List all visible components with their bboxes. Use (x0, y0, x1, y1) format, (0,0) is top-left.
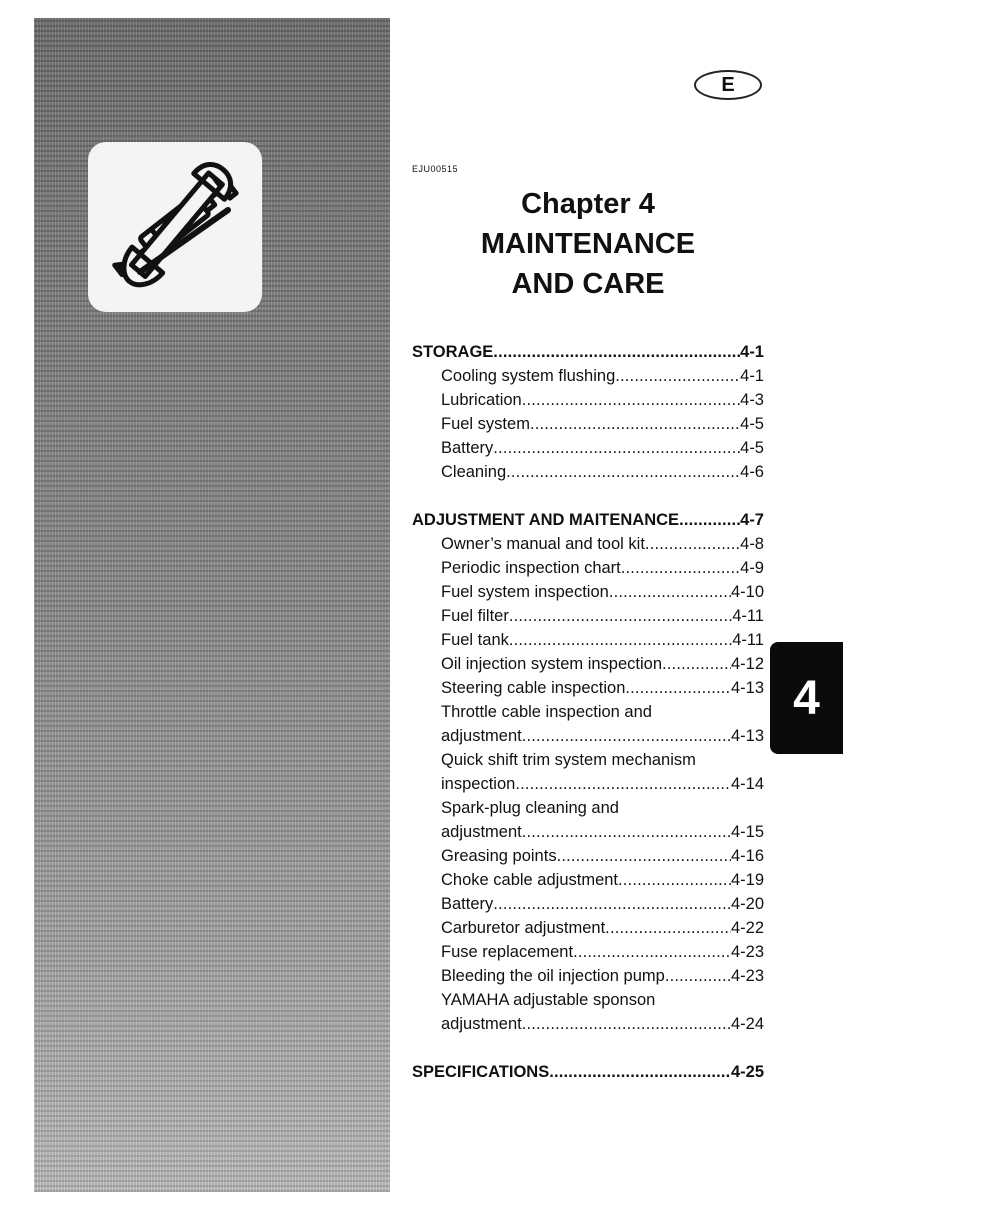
toc-page: 4-8 (740, 535, 764, 553)
document-code: EJU00515 (412, 164, 459, 174)
toc-leader (621, 556, 740, 580)
toc-item[interactable] (412, 388, 764, 412)
toc-leader (522, 1012, 731, 1036)
toc-leader (625, 676, 731, 700)
toc-page: 4-19 (730, 871, 764, 889)
toc-leader (679, 508, 740, 532)
toc-item[interactable] (412, 628, 764, 652)
toc-label: adjustment (441, 823, 522, 841)
toc-page: 4-23 (730, 967, 764, 985)
toc-page: 4-22 (730, 919, 764, 937)
toc-leader (493, 892, 731, 916)
toc-item[interactable] (412, 772, 764, 796)
toc-item[interactable] (412, 820, 764, 844)
toc-label: adjustment (441, 1015, 522, 1033)
toc-leader (493, 340, 740, 364)
toc-label: Cooling system flushing (441, 367, 616, 385)
toc-item[interactable] (412, 412, 764, 436)
toc-item[interactable] (412, 556, 764, 580)
language-badge: E (694, 70, 762, 100)
toc-leader (522, 724, 731, 748)
toc-label: STORAGE (412, 343, 494, 361)
toc-item[interactable] (412, 940, 764, 964)
table-of-contents (412, 340, 764, 1084)
toc-label: Owner’s manual and tool kit (441, 535, 645, 553)
toc-leader (493, 436, 740, 460)
toc-leader (530, 412, 740, 436)
toc-leader (645, 532, 740, 556)
toc-label: Fuse replacement (441, 943, 574, 961)
toc-page: 4-25 (730, 1063, 764, 1081)
chapter-title (412, 184, 764, 304)
toc-page: 4-13 (730, 679, 764, 697)
chapter-number: Chapter 4 (521, 188, 655, 220)
chapter-thumb-tab: 4 (770, 642, 843, 754)
toc-leader (557, 844, 731, 868)
toc-label: Periodic inspection chart (441, 559, 621, 577)
toc-label: Lubrication (441, 391, 522, 409)
toc-label: SPECIFICATIONS (412, 1063, 550, 1081)
toc-leader (522, 820, 731, 844)
toc-item[interactable] (412, 652, 764, 676)
toc-leader (609, 580, 731, 604)
toc-label: Battery (441, 895, 494, 913)
toc-label: Battery (441, 439, 494, 457)
toc-page: 4-11 (732, 607, 764, 625)
toc-page: 4-9 (740, 559, 764, 577)
toc-leader (506, 460, 740, 484)
toc-item-line1[interactable]: Quick shift trim system mechanism (441, 751, 696, 769)
toc-label: Carburetor adjustment (441, 919, 606, 937)
toc-label: Fuel tank (441, 631, 509, 649)
toc-leader (662, 652, 731, 676)
toc-item[interactable] (412, 844, 764, 868)
chapter-heading-line2: AND CARE (511, 268, 665, 300)
toc-page: 4-3 (740, 391, 764, 409)
toc-leader (618, 868, 731, 892)
toc-label: Choke cable adjustment (441, 871, 619, 889)
toc-page: 4-1 (740, 343, 764, 361)
toc-item[interactable] (412, 868, 764, 892)
toc-page: 4-10 (730, 583, 764, 601)
chapter-heading-line1: MAINTENANCE (480, 228, 696, 260)
toc-label: Bleeding the oil injection pump (441, 967, 665, 985)
toc-leader (522, 388, 740, 412)
toc-leader (665, 964, 731, 988)
toc-item[interactable] (412, 892, 764, 916)
toc-label: Greasing points (441, 847, 557, 865)
toc-label: adjustment (441, 727, 522, 745)
toc-page: 4-24 (730, 1015, 764, 1033)
maintenance-tools-icon-box (88, 142, 262, 312)
toc-leader (605, 916, 731, 940)
toc-leader (615, 364, 740, 388)
toc-item[interactable] (412, 532, 764, 556)
toc-spacer (412, 1036, 764, 1060)
toc-label: Cleaning (441, 463, 507, 481)
toc-label: Steering cable inspection (441, 679, 626, 697)
toc-page: 4-23 (730, 943, 764, 961)
toc-item[interactable] (412, 724, 764, 748)
toc-leader (573, 940, 731, 964)
toc-leader (515, 772, 731, 796)
toc-page: 4-15 (730, 823, 764, 841)
toc-leader (549, 1060, 731, 1084)
toc-item[interactable] (412, 580, 764, 604)
toc-label: Fuel filter (441, 607, 509, 625)
toc-page: 4-1 (740, 367, 764, 385)
toc-label: ADJUSTMENT AND MAITENANCE (412, 511, 680, 529)
toc-item-line1[interactable]: Throttle cable inspection and (441, 703, 652, 721)
toc-item[interactable] (412, 460, 764, 484)
toc-section-specifications[interactable] (412, 1060, 764, 1084)
toc-item[interactable] (412, 1012, 764, 1036)
toc-page: 4-7 (740, 511, 764, 529)
toc-page: 4-13 (730, 727, 764, 745)
toc-item[interactable] (412, 964, 764, 988)
toc-item[interactable] (412, 364, 764, 388)
toc-section-storage[interactable] (412, 340, 764, 364)
toc-page: 4-14 (730, 775, 764, 793)
toc-leader (509, 604, 732, 628)
toc-item[interactable] (412, 916, 764, 940)
toc-page: 4-11 (732, 631, 764, 649)
toc-label: inspection (441, 775, 516, 793)
toc-page: 4-12 (730, 655, 764, 673)
toc-label: Oil injection system inspection (441, 655, 663, 673)
toc-page: 4-20 (730, 895, 764, 913)
toc-leader (509, 628, 732, 652)
toc-page: 4-5 (740, 439, 764, 457)
toc-section-adjustment[interactable] (412, 508, 764, 532)
toc-item[interactable] (412, 604, 764, 628)
toc-page: 4-5 (740, 415, 764, 433)
toc-page: 4-6 (740, 463, 764, 481)
toc-label: Fuel system inspection (441, 583, 609, 601)
toc-item[interactable] (412, 436, 764, 460)
toc-item[interactable] (412, 676, 764, 700)
wrench-grease-gun-icon (100, 152, 250, 302)
toc-spacer (412, 484, 764, 508)
toc-page: 4-16 (730, 847, 764, 865)
toc-item-line1[interactable]: Spark-plug cleaning and (441, 799, 619, 817)
toc-item-line1[interactable]: YAMAHA adjustable sponson (441, 991, 656, 1009)
toc-label: Fuel system (441, 415, 530, 433)
